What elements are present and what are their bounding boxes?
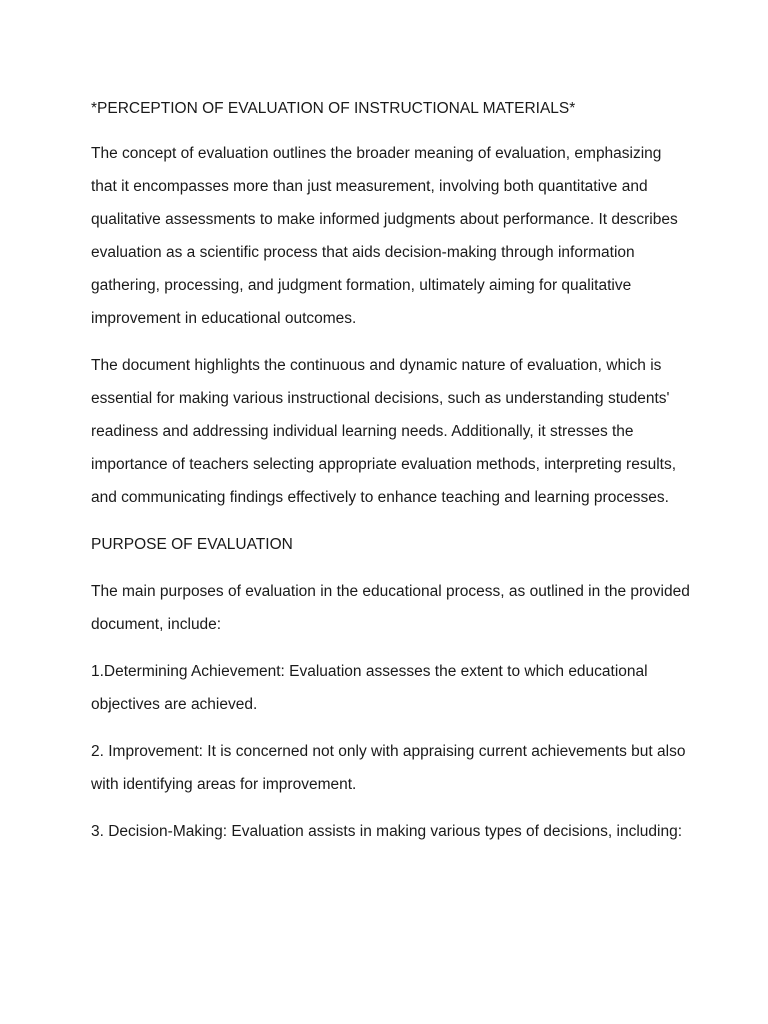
paragraph-dynamic-nature: The document highlights the continuous and dynamic nature of evaluation, which is essential for making various instructional decisions, such as understanding students' readiness and addressing individual learning needs. Additionally, it stresses the importance of teachers selecting appropriate evaluation methods, interpreting results, and communicating findings effectively to enhance teaching and learning processes. (91, 357, 677, 506)
section-intro: The main purposes of evaluation in the educational process, as outlined in the provided document, include: (91, 583, 690, 633)
paragraph-concept: The concept of evaluation outlines the broader meaning of evaluation, emphasizing that it encompasses more than just measurement, involving both quantitative and qualitative assessments to make informed judgments about performance. It describes evaluation as a scientific process that aids decision-making through information gathering, processing, and judgment formation, ultimately aiming for qualitative improvement in educational outcomes. (91, 145, 678, 327)
list-item-decision-making: 3. Decision-Making: Evaluation assists in making various types of decisions, including: (91, 823, 683, 840)
document-title: *PERCEPTION OF EVALUATION OF INSTRUCTIONAL MATERIALS* (91, 100, 576, 117)
section-heading: PURPOSE OF EVALUATION (91, 536, 293, 553)
list-item-improvement: 2. Improvement: It is concerned not only with appraising current achievements but also with identifying areas for improvement. (91, 743, 686, 793)
document-body (91, 92, 691, 862)
list-item-achievement: 1.Determining Achievement: Evaluation assesses the extent to which educational objectives are achieved. (91, 663, 648, 713)
